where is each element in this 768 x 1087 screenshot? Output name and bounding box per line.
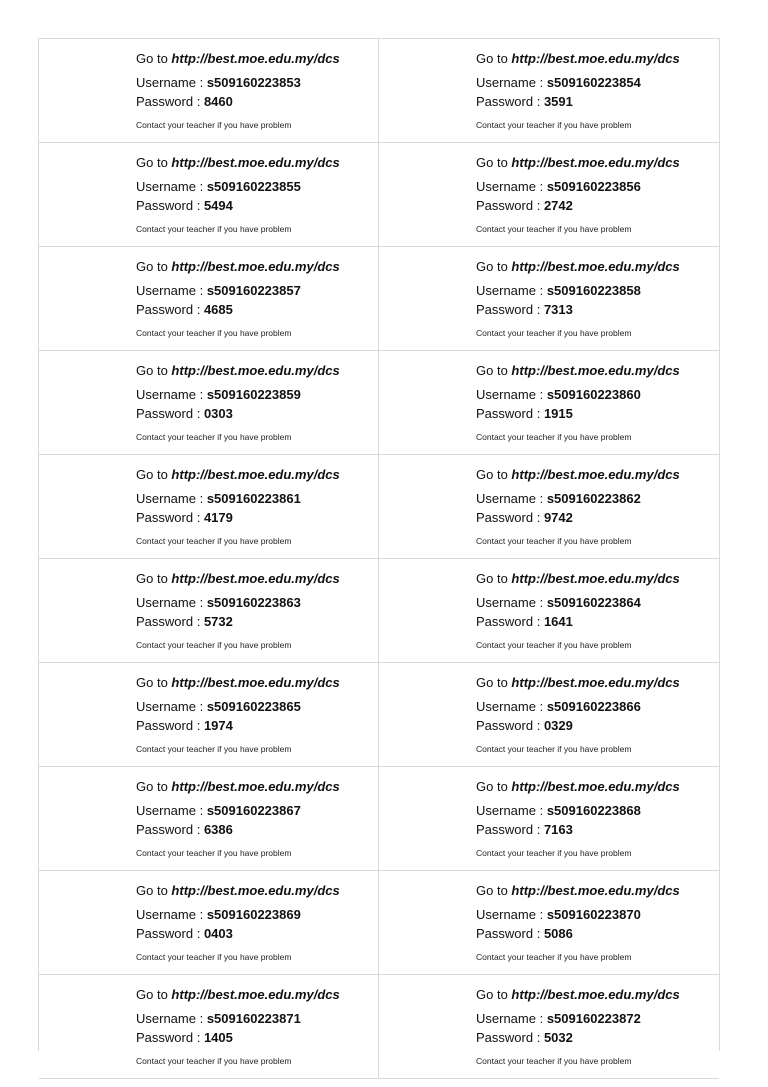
goto-prefix: Go to (136, 51, 168, 66)
goto-prefix: Go to (476, 883, 508, 898)
username-value: s509160223860 (546, 387, 641, 402)
password-line (136, 612, 378, 631)
password-line (136, 404, 378, 423)
password-line (476, 196, 719, 215)
username-value: s509160223856 (546, 179, 641, 194)
help-note: Contact your teacher if you have problem (136, 952, 292, 962)
login-card (39, 871, 379, 975)
help-note: Contact your teacher if you have problem (476, 952, 632, 962)
goto-line (476, 363, 719, 379)
password-line (136, 924, 378, 943)
username-line (476, 801, 719, 820)
password-value: 8460 (203, 94, 233, 109)
username-label: Username : (476, 283, 544, 298)
login-card (39, 247, 379, 351)
goto-prefix: Go to (136, 779, 168, 794)
password-label: Password : (136, 94, 201, 109)
login-card (379, 559, 719, 663)
username-label: Username : (476, 179, 544, 194)
username-label: Username : (136, 179, 204, 194)
goto-prefix: Go to (136, 155, 168, 170)
username-line (136, 489, 378, 508)
password-label: Password : (476, 718, 541, 733)
goto-line (136, 259, 378, 275)
password-value: 3591 (543, 94, 573, 109)
username-value: s509160223859 (206, 387, 301, 402)
site-url[interactable]: http://best.moe.edu.my/dcs (171, 51, 340, 66)
login-card (39, 767, 379, 871)
username-value: s509160223858 (546, 283, 641, 298)
username-line (136, 73, 378, 92)
goto-line (476, 987, 719, 1003)
password-value: 1974 (203, 718, 233, 733)
help-note: Contact your teacher if you have problem (476, 848, 632, 858)
login-card (379, 143, 719, 247)
login-card (379, 455, 719, 559)
goto-line (136, 363, 378, 379)
password-value: 1405 (203, 1030, 233, 1045)
goto-line (136, 779, 378, 795)
username-label: Username : (136, 699, 204, 714)
password-label: Password : (476, 198, 541, 213)
username-line (136, 801, 378, 820)
username-line (136, 177, 378, 196)
password-value: 0303 (203, 406, 233, 421)
login-card (39, 455, 379, 559)
password-label: Password : (136, 1030, 201, 1045)
password-label: Password : (136, 302, 201, 317)
login-card (39, 663, 379, 767)
goto-prefix: Go to (476, 779, 508, 794)
password-label: Password : (136, 614, 201, 629)
login-card (39, 975, 379, 1079)
help-note: Contact your teacher if you have problem (136, 120, 292, 130)
site-url[interactable]: http://best.moe.edu.my/dcs (511, 155, 680, 170)
help-note: Contact your teacher if you have problem (476, 744, 632, 754)
goto-prefix: Go to (136, 363, 168, 378)
help-note: Contact your teacher if you have problem (136, 744, 292, 754)
goto-line (476, 675, 719, 691)
username-value: s509160223872 (546, 1011, 641, 1026)
site-url[interactable]: http://best.moe.edu.my/dcs (171, 779, 340, 794)
site-url[interactable]: http://best.moe.edu.my/dcs (171, 467, 340, 482)
login-card (39, 39, 379, 143)
username-label: Username : (136, 1011, 204, 1026)
goto-prefix: Go to (136, 883, 168, 898)
username-value: s509160223867 (206, 803, 301, 818)
username-label: Username : (476, 387, 544, 402)
password-line (476, 404, 719, 423)
username-value: s509160223868 (546, 803, 641, 818)
username-value: s509160223854 (546, 75, 641, 90)
help-note: Contact your teacher if you have problem (476, 328, 632, 338)
username-line (476, 177, 719, 196)
login-card (379, 663, 719, 767)
password-label: Password : (476, 1030, 541, 1045)
goto-line (136, 883, 378, 899)
password-value: 5032 (543, 1030, 573, 1045)
password-value: 0403 (203, 926, 233, 941)
password-label: Password : (476, 406, 541, 421)
password-value: 7163 (543, 822, 573, 837)
password-value: 4685 (203, 302, 233, 317)
password-line (136, 508, 378, 527)
username-value: s509160223869 (206, 907, 301, 922)
username-label: Username : (136, 75, 204, 90)
username-value: s509160223871 (206, 1011, 301, 1026)
help-note: Contact your teacher if you have problem (476, 224, 632, 234)
help-note: Contact your teacher if you have problem (476, 1056, 632, 1066)
password-line (476, 820, 719, 839)
password-label: Password : (136, 198, 201, 213)
goto-line (136, 675, 378, 691)
site-url[interactable]: http://best.moe.edu.my/dcs (511, 571, 680, 586)
help-note: Contact your teacher if you have problem (476, 536, 632, 546)
password-label: Password : (476, 926, 541, 941)
password-label: Password : (476, 614, 541, 629)
password-line (136, 300, 378, 319)
goto-prefix: Go to (476, 155, 508, 170)
username-line (136, 1009, 378, 1028)
site-url[interactable]: http://best.moe.edu.my/dcs (511, 779, 680, 794)
site-url[interactable]: http://best.moe.edu.my/dcs (171, 155, 340, 170)
login-card (379, 871, 719, 975)
username-value: s509160223857 (206, 283, 301, 298)
goto-prefix: Go to (136, 675, 168, 690)
login-card (379, 975, 719, 1079)
help-note: Contact your teacher if you have problem (476, 120, 632, 130)
goto-line (136, 987, 378, 1003)
username-line (136, 281, 378, 300)
card-grid (39, 39, 719, 1079)
username-label: Username : (136, 387, 204, 402)
goto-line (136, 51, 378, 67)
password-label: Password : (136, 822, 201, 837)
help-note: Contact your teacher if you have problem (136, 224, 292, 234)
username-value: s509160223870 (546, 907, 641, 922)
goto-line (476, 51, 719, 67)
goto-prefix: Go to (476, 259, 508, 274)
login-card (39, 559, 379, 663)
username-line (476, 697, 719, 716)
password-label: Password : (476, 510, 541, 525)
username-label: Username : (476, 699, 544, 714)
site-url[interactable]: http://best.moe.edu.my/dcs (511, 363, 680, 378)
goto-line (136, 467, 378, 483)
goto-line (476, 883, 719, 899)
username-label: Username : (476, 491, 544, 506)
username-label: Username : (136, 907, 204, 922)
goto-prefix: Go to (476, 363, 508, 378)
username-value: s509160223862 (546, 491, 641, 506)
login-card (379, 767, 719, 871)
username-line (476, 905, 719, 924)
password-line (476, 612, 719, 631)
help-note: Contact your teacher if you have problem (476, 640, 632, 650)
help-note: Contact your teacher if you have problem (136, 432, 292, 442)
login-card (379, 39, 719, 143)
username-label: Username : (476, 595, 544, 610)
help-note: Contact your teacher if you have problem (136, 536, 292, 546)
password-line (136, 716, 378, 735)
username-label: Username : (136, 803, 204, 818)
site-url[interactable]: http://best.moe.edu.my/dcs (511, 883, 680, 898)
password-label: Password : (136, 510, 201, 525)
goto-prefix: Go to (476, 987, 508, 1002)
password-line (476, 300, 719, 319)
help-note: Contact your teacher if you have problem (136, 328, 292, 338)
password-value: 4179 (203, 510, 233, 525)
password-label: Password : (476, 302, 541, 317)
goto-line (476, 779, 719, 795)
username-label: Username : (476, 907, 544, 922)
site-url[interactable]: http://best.moe.edu.my/dcs (171, 675, 340, 690)
login-card (379, 247, 719, 351)
password-line (476, 924, 719, 943)
password-line (136, 92, 378, 111)
username-line (476, 385, 719, 404)
username-value: s509160223855 (206, 179, 301, 194)
password-value: 7313 (543, 302, 573, 317)
password-line (136, 1028, 378, 1047)
goto-prefix: Go to (136, 571, 168, 586)
username-value: s509160223866 (546, 699, 641, 714)
goto-prefix: Go to (476, 467, 508, 482)
password-label: Password : (136, 718, 201, 733)
login-card (379, 351, 719, 455)
username-line (476, 281, 719, 300)
site-url[interactable]: http://best.moe.edu.my/dcs (511, 51, 680, 66)
login-card-sheet (38, 38, 720, 1066)
username-line (476, 593, 719, 612)
username-value: s509160223864 (546, 595, 641, 610)
help-note: Contact your teacher if you have problem (136, 1056, 292, 1066)
username-value: s509160223865 (206, 699, 301, 714)
help-note: Contact your teacher if you have problem (136, 848, 292, 858)
password-line (476, 508, 719, 527)
help-note: Contact your teacher if you have problem (476, 432, 632, 442)
password-line (476, 716, 719, 735)
goto-prefix: Go to (136, 987, 168, 1002)
username-label: Username : (136, 595, 204, 610)
username-label: Username : (136, 491, 204, 506)
username-value: s509160223853 (206, 75, 301, 90)
password-value: 2742 (543, 198, 573, 213)
username-label: Username : (476, 1011, 544, 1026)
username-label: Username : (476, 75, 544, 90)
username-line (476, 73, 719, 92)
goto-line (476, 571, 719, 587)
password-label: Password : (136, 926, 201, 941)
username-label: Username : (476, 803, 544, 818)
username-value: s509160223861 (206, 491, 301, 506)
username-label: Username : (136, 283, 204, 298)
password-value: 6386 (203, 822, 233, 837)
password-line (136, 196, 378, 215)
help-note: Contact your teacher if you have problem (136, 640, 292, 650)
password-label: Password : (476, 822, 541, 837)
password-value: 1915 (543, 406, 573, 421)
login-card (39, 351, 379, 455)
password-value: 5494 (203, 198, 233, 213)
username-line (476, 489, 719, 508)
password-value: 5732 (203, 614, 233, 629)
goto-prefix: Go to (476, 571, 508, 586)
site-url[interactable]: http://best.moe.edu.my/dcs (171, 259, 340, 274)
password-value: 5086 (543, 926, 573, 941)
site-url[interactable]: http://best.moe.edu.my/dcs (171, 987, 340, 1002)
login-card (39, 143, 379, 247)
goto-prefix: Go to (476, 675, 508, 690)
password-line (136, 820, 378, 839)
goto-prefix: Go to (136, 259, 168, 274)
goto-line (476, 259, 719, 275)
site-url[interactable]: http://best.moe.edu.my/dcs (171, 363, 340, 378)
password-value: 9742 (543, 510, 573, 525)
goto-prefix: Go to (136, 467, 168, 482)
goto-line (136, 155, 378, 171)
site-url[interactable]: http://best.moe.edu.my/dcs (171, 883, 340, 898)
site-url[interactable]: http://best.moe.edu.my/dcs (511, 675, 680, 690)
site-url[interactable]: http://best.moe.edu.my/dcs (511, 259, 680, 274)
password-value: 0329 (543, 718, 573, 733)
username-line (136, 593, 378, 612)
password-value: 1641 (543, 614, 573, 629)
site-url[interactable]: http://best.moe.edu.my/dcs (511, 467, 680, 482)
goto-line (136, 571, 378, 587)
username-line (476, 1009, 719, 1028)
password-label: Password : (136, 406, 201, 421)
username-line (136, 385, 378, 404)
password-line (476, 92, 719, 111)
site-url[interactable]: http://best.moe.edu.my/dcs (171, 571, 340, 586)
password-label: Password : (476, 94, 541, 109)
username-line (136, 697, 378, 716)
goto-line (476, 155, 719, 171)
username-line (136, 905, 378, 924)
site-url[interactable]: http://best.moe.edu.my/dcs (511, 987, 680, 1002)
password-line (476, 1028, 719, 1047)
goto-prefix: Go to (476, 51, 508, 66)
goto-line (476, 467, 719, 483)
username-value: s509160223863 (206, 595, 301, 610)
